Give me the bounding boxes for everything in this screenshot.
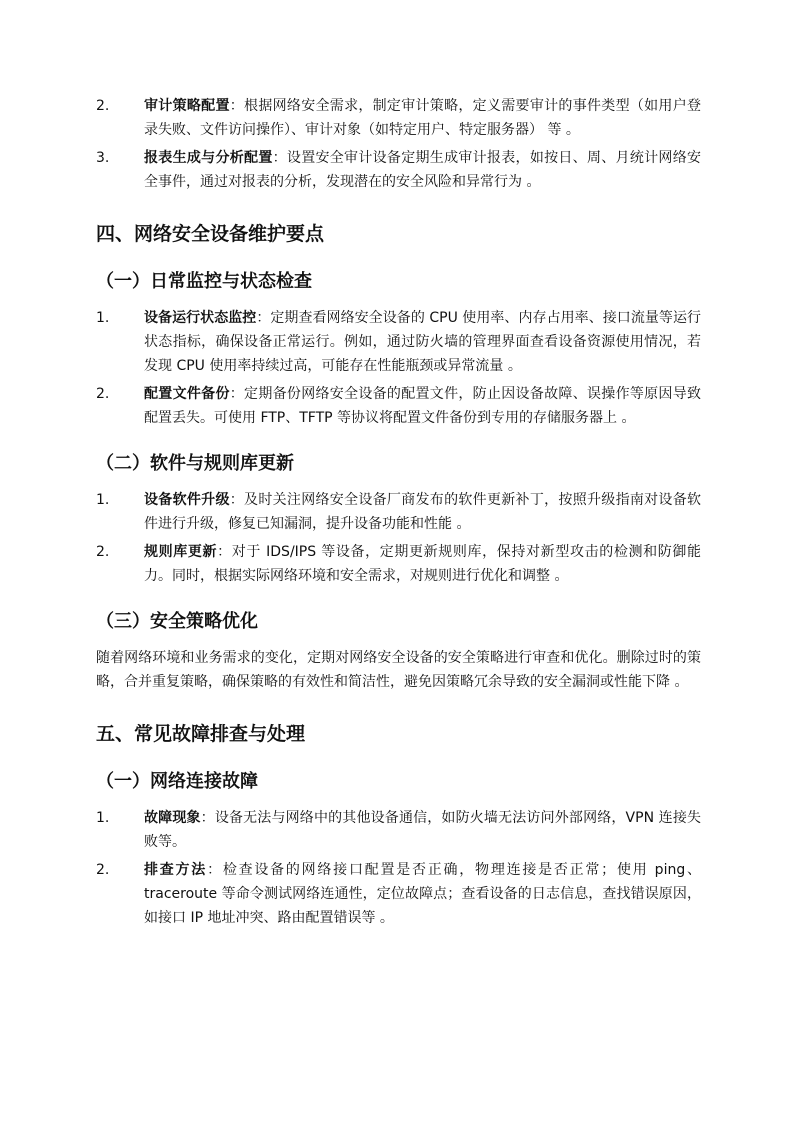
- list-number: 2.: [96, 544, 110, 560]
- list-term: 配置文件备份: [144, 386, 230, 402]
- section-4-2-heading: （二）软件与规则库更新: [96, 453, 294, 474]
- list-item: [96, 540, 701, 588]
- list-number: 2.: [96, 386, 110, 402]
- list-term: 排查方法: [144, 862, 208, 878]
- section-4-3-heading: （三）安全策略优化: [96, 611, 258, 632]
- list-term: 报表生成与分析配置: [144, 150, 273, 166]
- section-5-1-heading: （一）网络连接故障: [96, 771, 258, 792]
- list-number: 1.: [96, 810, 110, 826]
- list-number: 2.: [96, 98, 110, 114]
- list-text: ：定期备份网络安全设备的配置文件，防止因设备故障、误操作等原因导致配置丢失。可使用 FTP、TFTP 等协议将配置文件备份到专用的存储服务器上 。: [144, 386, 702, 426]
- list-term: 故障现象: [144, 810, 201, 826]
- list-term: 规则库更新: [144, 544, 218, 560]
- list-item: [96, 858, 701, 930]
- document-page: [96, 88, 701, 934]
- audit-config-list: [96, 94, 701, 194]
- section-4-heading: 四、网络安全设备维护要点: [96, 223, 325, 245]
- list-text: ：对于 IDS/IPS 等设备，定期更新规则库，保持对新型攻击的检测和防御能力。同时，根据实际网络环境和安全需求，对规则进行优化和调整 。: [144, 544, 702, 584]
- list-number: 1.: [96, 310, 110, 326]
- list-item: [96, 382, 701, 430]
- policy-optimization-paragraph: 随着网络环境和业务需求的变化，定期对网络安全设备的安全策略进行审查和优化。删除过时的策略，合并重复策略，确保策略的有效性和简洁性，避免因策略冗余导致的安全漏洞或性能下降 。: [96, 650, 701, 690]
- list-term: 设备软件升级: [144, 492, 230, 508]
- list-text: ：根据网络安全需求，制定审计策略，定义需要审计的事件类型（如用户登录失败、文件访问操作）、审计对象（如特定用户、特定服务器） 等 。: [144, 98, 702, 138]
- list-text: ：设备无法与网络中的其他设备通信，如防火墙无法访问外部网络，VPN 连接失败等。: [144, 810, 701, 850]
- list-item: [96, 806, 701, 854]
- list-text: ：设置安全审计设备定期生成审计报表，如按日、周、月统计网络安全事件，通过对报表的分析，发现潜在的安全风险和异常行为 。: [144, 150, 702, 190]
- list-item: [96, 488, 701, 536]
- list-number: 3.: [96, 150, 110, 166]
- list-item: [96, 94, 701, 142]
- list-number: 1.: [96, 492, 110, 508]
- list-number: 2.: [96, 862, 110, 878]
- list-item: [96, 306, 701, 378]
- list-text: ：检查设备的网络接口配置是否正确，物理连接是否正常；使用 ping、traceroute 等命令测试网络连通性，定位故障点；查看设备的日志信息，查找错误原因，如接口 IP 地址冲突、路由配置错误等 。: [144, 862, 701, 926]
- section-5-heading: 五、常见故障排查与处理: [96, 723, 306, 745]
- list-term: 审计策略配置: [144, 98, 230, 114]
- section-4-1-heading: （一）日常监控与状态检查: [96, 271, 312, 292]
- list-term: 设备运行状态监控: [144, 310, 257, 326]
- list-item: [96, 146, 701, 194]
- list-text: ：及时关注网络安全设备厂商发布的软件更新补丁，按照升级指南对设备软件进行升级，修复已知漏洞，提升设备功能和性能 。: [144, 492, 702, 532]
- list-text: ：定期查看网络安全设备的 CPU 使用率、内存占用率、接口流量等运行状态指标，确保设备正常运行。例如，通过防火墙的管理界面查看设备资源使用情况，若发现 CPU 使用率持续过高，可能存在性能瓶颈或异常流量 。: [144, 310, 701, 374]
